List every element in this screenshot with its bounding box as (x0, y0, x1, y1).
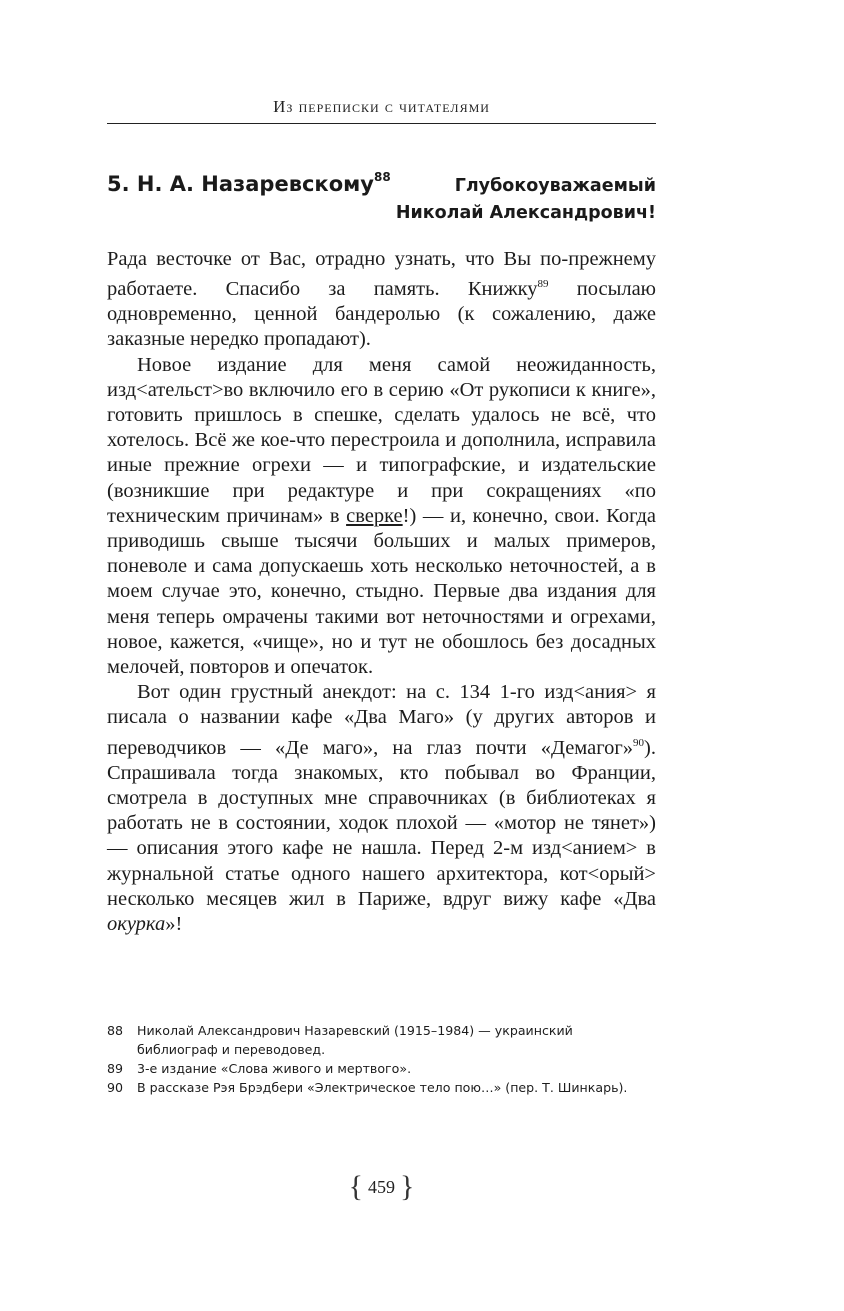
footnote-number: 89 (107, 1061, 124, 1076)
italic-word: окурка (107, 912, 166, 935)
paragraph-3-text-c: »! (165, 912, 183, 935)
paragraph-3-text-b: ). Спрашивала тогда знакомых, кто побывал во Франции, смотрела в доступных мне справочниках (в библиотеках я работать не в состоянии, ходок плохой — «мотор не тянет») — описания этого кафе не нашла. Перед 2-м изд<анием> в журнальной статье одного нашего архитектора, кот<орый> несколько месяцев жил в Париже, вдруг вижу кафе «Два (107, 736, 656, 910)
footnote-text: Николай Александрович Назаревский (1915–1984) — украинский библиограф и переводовед. (137, 1023, 573, 1057)
paragraph-2 (107, 353, 656, 681)
footnote-90 (107, 1078, 656, 1097)
footnote-ref-88[interactable]: 88 (373, 170, 391, 184)
paragraph-3 (107, 680, 656, 937)
paragraph-1 (107, 247, 656, 353)
letter-title (107, 172, 391, 196)
page-number (107, 1170, 656, 1204)
paragraph-1-text-b: посылаю одновременно, ценной бандеролью (к сожалению, даже заказные нередко пропадают). (107, 278, 657, 351)
left-brace-ornament: { (348, 1170, 363, 1203)
paragraph-1-text-a: Рада весточке от Вас, отрадно узнать, что Вы по-прежнему работаете. Спасибо за память. Книжку (107, 248, 656, 301)
letter-body (107, 247, 656, 937)
paragraph-3-text-a: Вот один грустный анекдот: на с. 134 1-го изд<ания> я писала о названии кафе «Два Маго» (у других авторов и переводчиков — «Де маго», на глаз почти «Демагог» (107, 681, 656, 759)
running-head: Из переписки с читателями (273, 97, 490, 116)
header-rule (107, 123, 656, 124)
letter-title-text: 5. Н. А. Назаревскому (107, 172, 374, 196)
footnote-ref-89[interactable]: 89 (537, 278, 549, 291)
footnote-text: 3-е издание «Слова живого и мертвого». (137, 1061, 412, 1076)
footnote-number: 90 (107, 1080, 124, 1095)
footnote-89 (107, 1059, 656, 1078)
salutation-line-2: Николай Александрович! (395, 203, 656, 223)
footnote-88 (107, 1021, 656, 1059)
paragraph-2-text-a: Новое издание для меня самой неожиданность, изд<ательст>во включило его в серию «От рукописи к книге», готовить пришлось в спешке, сделать удалось не всё, что хотелось. Всё же кое-что перестроила и дополнила, исправила иные прежние огрехи — и типографские, и издательские (возникшие при редактуре и при сокращениях «по техническим причинам» в (107, 353, 656, 527)
paragraph-2-text-b: !) — и, конечно, свои. Когда приводишь свыше тысячи больших и малых примеров, поневоле и сама допускаешь хоть несколько неточностей, а в моем случае это, конечно, стыдно. Первые два издания для меня теперь омрачены такими вот неточностями и огрехами, новое, кажется, «чище», но и тут не обошлось без досадных мелочей, повторов и опечаток. (107, 504, 656, 679)
underlined-word: сверке (346, 504, 403, 527)
footnote-number: 88 (107, 1023, 124, 1038)
right-brace-ornament: } (400, 1170, 415, 1203)
salutation (396, 173, 656, 227)
footnote-text: В рассказе Рэя Брэдбери «Электрическое тело пою…» (пер. Т. Шинкарь). (137, 1080, 628, 1095)
salutation-line-1: Глубокоуважаемый (454, 176, 656, 196)
footnote-ref-90[interactable]: 90 (633, 736, 645, 749)
page-number-text: 459 (368, 1177, 395, 1197)
footnotes (107, 1021, 656, 1097)
